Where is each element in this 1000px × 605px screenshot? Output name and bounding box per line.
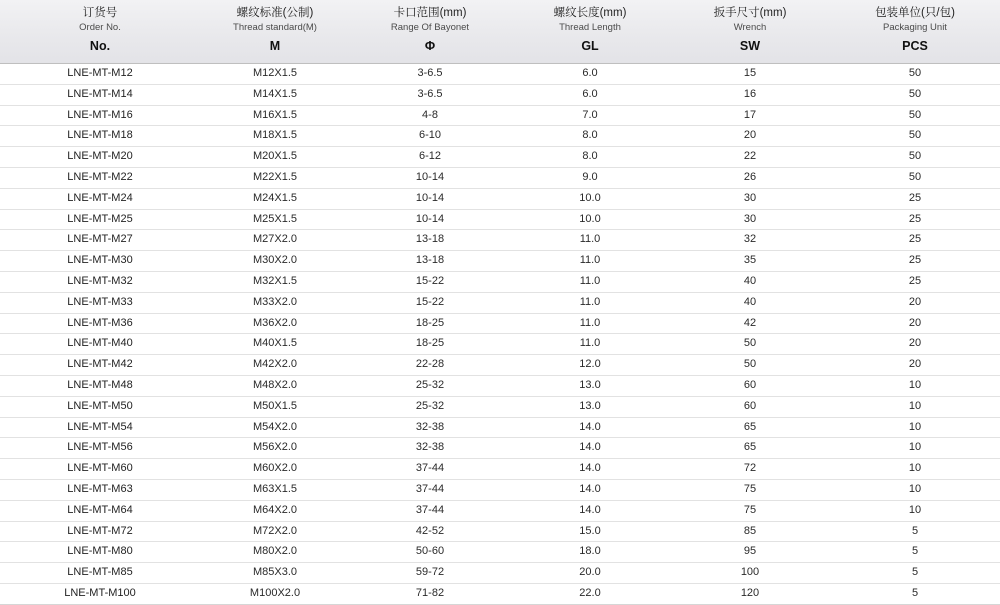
column-header-packaging-unit — [830, 0, 1000, 64]
column-header-cn: 订货号 — [82, 7, 118, 19]
table-cell: 11.0 — [510, 271, 670, 292]
column-header-range-of-bayonet — [350, 0, 510, 64]
table-cell: 10 — [830, 396, 1000, 417]
cell-order-no: LNE-MT-M33 — [0, 292, 200, 313]
table-cell: 11.0 — [510, 251, 670, 272]
column-header-cn: 卡口范围(mm) — [393, 7, 467, 19]
table-cell: 100 — [670, 563, 830, 584]
table-cell: 10 — [830, 375, 1000, 396]
table-cell: 40 — [670, 292, 830, 313]
table-cell: 5 — [830, 563, 1000, 584]
table-cell: 65 — [670, 438, 830, 459]
table-row — [0, 542, 1000, 563]
cell-order-no: LNE-MT-M64 — [0, 500, 200, 521]
table-cell: 22-28 — [350, 355, 510, 376]
table-cell: 50 — [670, 355, 830, 376]
table-cell: 32-38 — [350, 438, 510, 459]
table-cell: M27X2.0 — [200, 230, 350, 251]
table-cell: 25-32 — [350, 375, 510, 396]
table-cell: 12.0 — [510, 355, 670, 376]
column-header-en: Packaging Unit — [883, 22, 947, 33]
cell-order-no: LNE-MT-M72 — [0, 521, 200, 542]
table-cell: 20 — [830, 313, 1000, 334]
table-cell: 25 — [830, 188, 1000, 209]
table-cell: 25 — [830, 271, 1000, 292]
table-cell: 42 — [670, 313, 830, 334]
table-cell: 32-38 — [350, 417, 510, 438]
table-cell: 25 — [830, 230, 1000, 251]
column-header-en: Thread standard(M) — [233, 22, 317, 33]
table-cell: 25-32 — [350, 396, 510, 417]
table-cell: 5 — [830, 521, 1000, 542]
table-row — [0, 105, 1000, 126]
table-cell: 20.0 — [510, 563, 670, 584]
table-row — [0, 209, 1000, 230]
table-cell: 10-14 — [350, 188, 510, 209]
table-cell: 30 — [670, 188, 830, 209]
cell-order-no: LNE-MT-M22 — [0, 167, 200, 188]
table-row — [0, 563, 1000, 584]
cell-order-no: LNE-MT-M12 — [0, 64, 200, 85]
table-cell: 10-14 — [350, 167, 510, 188]
table-cell: 13-18 — [350, 230, 510, 251]
cell-order-no: LNE-MT-M80 — [0, 542, 200, 563]
table-cell: M60X2.0 — [200, 459, 350, 480]
table-cell: 10 — [830, 459, 1000, 480]
table-header — [0, 0, 1000, 64]
table-cell: 37-44 — [350, 459, 510, 480]
column-header-cn: 螺纹长度(mm) — [553, 7, 627, 19]
table-cell: 14.0 — [510, 438, 670, 459]
table-cell: 26 — [670, 167, 830, 188]
table-row — [0, 230, 1000, 251]
table-cell: M64X2.0 — [200, 500, 350, 521]
table-cell: 6.0 — [510, 64, 670, 85]
table-body — [0, 64, 1000, 605]
table-header-row — [0, 0, 1000, 64]
table-cell: M25X1.5 — [200, 209, 350, 230]
cell-order-no: LNE-MT-M25 — [0, 209, 200, 230]
table-row — [0, 251, 1000, 272]
table-cell: 8.0 — [510, 147, 670, 168]
table-row — [0, 500, 1000, 521]
table-cell: M16X1.5 — [200, 105, 350, 126]
table-cell: 10.0 — [510, 188, 670, 209]
cell-order-no: LNE-MT-M27 — [0, 230, 200, 251]
table-row — [0, 459, 1000, 480]
table-row — [0, 334, 1000, 355]
table-cell: 22.0 — [510, 583, 670, 604]
cell-order-no: LNE-MT-M42 — [0, 355, 200, 376]
table-cell: 65 — [670, 417, 830, 438]
table-cell: M48X2.0 — [200, 375, 350, 396]
table-cell: 6-10 — [350, 126, 510, 147]
table-cell: 8.0 — [510, 126, 670, 147]
table-cell: 13-18 — [350, 251, 510, 272]
table-cell: 6.0 — [510, 84, 670, 105]
table-cell: M12X1.5 — [200, 64, 350, 85]
table-cell: M54X2.0 — [200, 417, 350, 438]
table-cell: 85 — [670, 521, 830, 542]
table-cell: 15-22 — [350, 271, 510, 292]
table-row — [0, 583, 1000, 604]
table-cell: 5 — [830, 583, 1000, 604]
cell-order-no: LNE-MT-M32 — [0, 271, 200, 292]
table-cell: 75 — [670, 500, 830, 521]
column-header-symbol: Φ — [424, 39, 436, 53]
table-cell: 10 — [830, 500, 1000, 521]
table-cell: M56X2.0 — [200, 438, 350, 459]
table-cell: 7.0 — [510, 105, 670, 126]
cell-order-no: LNE-MT-M14 — [0, 84, 200, 105]
table-cell: 3-6.5 — [350, 64, 510, 85]
table-cell: 42-52 — [350, 521, 510, 542]
table-row — [0, 271, 1000, 292]
table-cell: M22X1.5 — [200, 167, 350, 188]
table-row — [0, 84, 1000, 105]
column-header-symbol: GL — [581, 39, 599, 53]
table-cell: 5 — [830, 542, 1000, 563]
table-row — [0, 417, 1000, 438]
column-header-symbol: PCS — [902, 39, 928, 53]
table-row — [0, 147, 1000, 168]
table-cell: M30X2.0 — [200, 251, 350, 272]
cell-order-no: LNE-MT-M48 — [0, 375, 200, 396]
table-cell: 16 — [670, 84, 830, 105]
table-cell: 30 — [670, 209, 830, 230]
table-cell: M85X3.0 — [200, 563, 350, 584]
table-cell: 20 — [830, 355, 1000, 376]
column-header-cn: 螺纹标准(公制) — [236, 7, 314, 19]
table-cell: 14.0 — [510, 459, 670, 480]
table-cell: 13.0 — [510, 375, 670, 396]
table-cell: 11.0 — [510, 292, 670, 313]
table-cell: 15.0 — [510, 521, 670, 542]
table-row — [0, 188, 1000, 209]
table-row — [0, 396, 1000, 417]
table-cell: M40X1.5 — [200, 334, 350, 355]
table-row — [0, 126, 1000, 147]
cell-order-no: LNE-MT-M30 — [0, 251, 200, 272]
table-cell: 4-8 — [350, 105, 510, 126]
column-header-thread-length — [510, 0, 670, 64]
table-cell: 11.0 — [510, 313, 670, 334]
table-cell: 50 — [830, 167, 1000, 188]
table-cell: M24X1.5 — [200, 188, 350, 209]
column-header-thread-standard — [200, 0, 350, 64]
table-cell: 15 — [670, 64, 830, 85]
table-cell: 50 — [830, 84, 1000, 105]
table-cell: 9.0 — [510, 167, 670, 188]
table-cell: 60 — [670, 375, 830, 396]
column-header-symbol: SW — [739, 39, 761, 53]
table-cell: 18.0 — [510, 542, 670, 563]
table-cell: 20 — [670, 126, 830, 147]
table-cell: 50 — [670, 334, 830, 355]
table-cell: 50 — [830, 126, 1000, 147]
table-cell: 50 — [830, 64, 1000, 85]
table-cell: 50 — [830, 147, 1000, 168]
table-row — [0, 521, 1000, 542]
table-cell: M20X1.5 — [200, 147, 350, 168]
table-cell: 11.0 — [510, 334, 670, 355]
table-cell: 72 — [670, 459, 830, 480]
table-cell: 17 — [670, 105, 830, 126]
table-cell: M100X2.0 — [200, 583, 350, 604]
table-cell: 3-6.5 — [350, 84, 510, 105]
table-row — [0, 64, 1000, 85]
table-cell: 10-14 — [350, 209, 510, 230]
table-cell: 10 — [830, 417, 1000, 438]
table-cell: 6-12 — [350, 147, 510, 168]
table-cell: 20 — [830, 292, 1000, 313]
table-cell: 15-22 — [350, 292, 510, 313]
cell-order-no: LNE-MT-M50 — [0, 396, 200, 417]
table-cell: M80X2.0 — [200, 542, 350, 563]
table-cell: 40 — [670, 271, 830, 292]
table-cell: 10.0 — [510, 209, 670, 230]
cell-order-no: LNE-MT-M85 — [0, 563, 200, 584]
table-cell: M14X1.5 — [200, 84, 350, 105]
table-cell: 59-72 — [350, 563, 510, 584]
table-cell: 18-25 — [350, 313, 510, 334]
table-cell: 60 — [670, 396, 830, 417]
table-cell: M42X2.0 — [200, 355, 350, 376]
table-cell: 14.0 — [510, 479, 670, 500]
column-header-cn: 扳手尺寸(mm) — [713, 7, 787, 19]
table-row — [0, 167, 1000, 188]
table-cell: M33X2.0 — [200, 292, 350, 313]
table-cell: 75 — [670, 479, 830, 500]
table-cell: M72X2.0 — [200, 521, 350, 542]
cell-order-no: LNE-MT-M18 — [0, 126, 200, 147]
table-cell: 35 — [670, 251, 830, 272]
table-cell: 37-44 — [350, 500, 510, 521]
column-header-cn: 包装单位(只/包) — [875, 7, 955, 19]
table-cell: 18-25 — [350, 334, 510, 355]
table-cell: 14.0 — [510, 417, 670, 438]
table-cell: 22 — [670, 147, 830, 168]
cell-order-no: LNE-MT-M36 — [0, 313, 200, 334]
table-cell: 25 — [830, 209, 1000, 230]
table-cell: 10 — [830, 438, 1000, 459]
table-row — [0, 313, 1000, 334]
table-cell: 10 — [830, 479, 1000, 500]
table-cell: M50X1.5 — [200, 396, 350, 417]
table-cell: 32 — [670, 230, 830, 251]
column-header-en: Order No. — [79, 22, 121, 33]
cell-order-no: LNE-MT-M54 — [0, 417, 200, 438]
table-row — [0, 375, 1000, 396]
column-header-symbol: M — [269, 39, 281, 53]
table-cell: M36X2.0 — [200, 313, 350, 334]
table-row — [0, 355, 1000, 376]
table-cell: 95 — [670, 542, 830, 563]
cell-order-no: LNE-MT-M56 — [0, 438, 200, 459]
column-header-en: Range Of Bayonet — [390, 22, 470, 33]
table-row — [0, 292, 1000, 313]
column-header-wrench — [670, 0, 830, 64]
column-header-order-no — [0, 0, 200, 64]
table-cell: 13.0 — [510, 396, 670, 417]
table-row — [0, 438, 1000, 459]
column-header-en: Thread Length — [559, 22, 621, 33]
table-cell: M32X1.5 — [200, 271, 350, 292]
table-cell: 20 — [830, 334, 1000, 355]
table-cell: 11.0 — [510, 230, 670, 251]
table-cell: 14.0 — [510, 500, 670, 521]
table-cell: 120 — [670, 583, 830, 604]
cell-order-no: LNE-MT-M16 — [0, 105, 200, 126]
table-cell: 50 — [830, 105, 1000, 126]
table-cell: 37-44 — [350, 479, 510, 500]
cell-order-no: LNE-MT-M60 — [0, 459, 200, 480]
column-header-en: Wrench — [733, 22, 767, 33]
cell-order-no: LNE-MT-M100 — [0, 583, 200, 604]
table-row — [0, 479, 1000, 500]
cell-order-no: LNE-MT-M24 — [0, 188, 200, 209]
column-header-symbol: No. — [89, 39, 111, 53]
table-cell: 25 — [830, 251, 1000, 272]
cell-order-no: LNE-MT-M40 — [0, 334, 200, 355]
table-cell: 50-60 — [350, 542, 510, 563]
table-cell: M63X1.5 — [200, 479, 350, 500]
cell-order-no: LNE-MT-M20 — [0, 147, 200, 168]
table-cell: 71-82 — [350, 583, 510, 604]
table-cell: M18X1.5 — [200, 126, 350, 147]
cell-order-no: LNE-MT-M63 — [0, 479, 200, 500]
